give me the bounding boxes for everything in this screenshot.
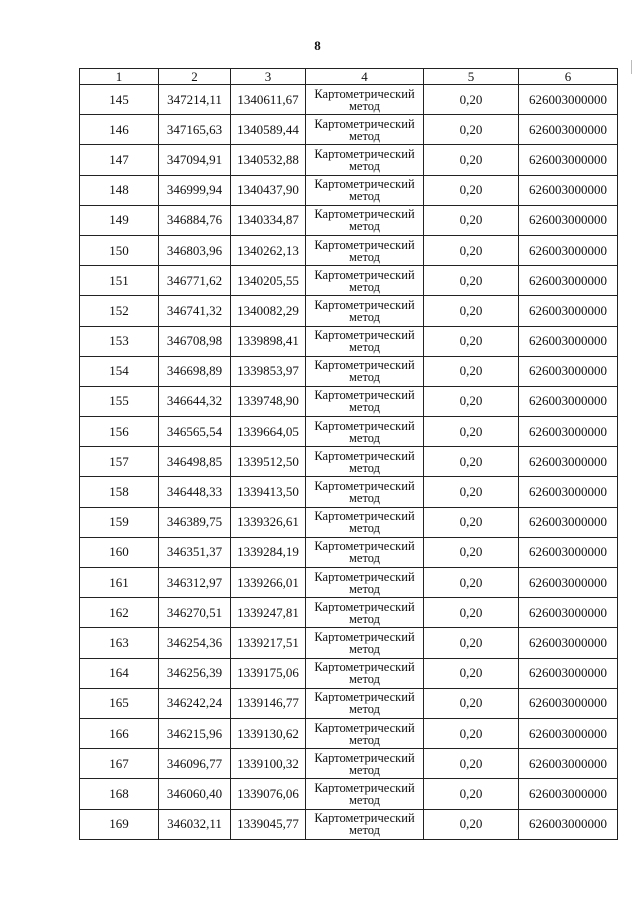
method-cell: [306, 779, 424, 809]
y-coordinate-cell: 1339100,32: [231, 749, 306, 779]
x-coordinate-cell: 346884,76: [159, 205, 231, 235]
method-line-2: метод: [348, 189, 380, 204]
x-coordinate-cell: 346270,51: [159, 598, 231, 628]
precision-cell: 0,20: [424, 537, 519, 567]
method-line-2: метод: [348, 521, 380, 536]
precision-cell: 0,20: [424, 749, 519, 779]
point-number-cell: 161: [80, 568, 159, 598]
point-number-cell: 151: [80, 266, 159, 296]
code-cell: 626003000000: [519, 235, 618, 265]
code-cell: 626003000000: [519, 779, 618, 809]
method-cell: [306, 598, 424, 628]
x-coordinate-cell: 346215,96: [159, 718, 231, 748]
point-number-cell: 163: [80, 628, 159, 658]
method-cell: [306, 356, 424, 386]
table-row: [80, 598, 618, 628]
x-coordinate-cell: 346351,37: [159, 537, 231, 567]
method-cell: [306, 175, 424, 205]
y-coordinate-cell: 1340611,67: [231, 85, 306, 115]
method-cell: [306, 235, 424, 265]
code-cell: 626003000000: [519, 205, 618, 235]
precision-cell: 0,20: [424, 477, 519, 507]
x-coordinate-cell: 346698,89: [159, 356, 231, 386]
method-line-2: метод: [348, 430, 380, 445]
method-cell: [306, 417, 424, 447]
method-cell: [306, 568, 424, 598]
point-number-cell: 148: [80, 175, 159, 205]
method-line-2: метод: [348, 732, 380, 747]
method-line-1: Картометрический: [314, 690, 415, 705]
y-coordinate-cell: 1339076,06: [231, 779, 306, 809]
method-cell: [306, 477, 424, 507]
method-line-2: метод: [348, 641, 380, 656]
point-number-cell: 150: [80, 235, 159, 265]
method-line-1: Картометрический: [314, 267, 415, 282]
y-coordinate-cell: 1339045,77: [231, 809, 306, 839]
x-coordinate-cell: 346771,62: [159, 266, 231, 296]
x-coordinate-cell: 346060,40: [159, 779, 231, 809]
method-line-1: Картометрический: [314, 86, 415, 101]
method-cell: [306, 628, 424, 658]
method-cell: [306, 537, 424, 567]
table-row: [80, 356, 618, 386]
precision-cell: 0,20: [424, 296, 519, 326]
y-coordinate-cell: 1339748,90: [231, 386, 306, 416]
code-cell: 626003000000: [519, 537, 618, 567]
method-line-1: Картометрический: [314, 116, 415, 131]
method-cell: [306, 205, 424, 235]
precision-cell: 0,20: [424, 326, 519, 356]
method-line-1: Картометрический: [314, 629, 415, 644]
code-cell: 626003000000: [519, 85, 618, 115]
precision-cell: 0,20: [424, 779, 519, 809]
method-line-1: Картометрический: [314, 237, 415, 252]
method-cell: [306, 749, 424, 779]
column-header: 5: [424, 69, 519, 85]
y-coordinate-cell: 1340437,90: [231, 175, 306, 205]
precision-cell: 0,20: [424, 658, 519, 688]
method-cell: [306, 658, 424, 688]
y-coordinate-cell: 1339217,51: [231, 628, 306, 658]
code-cell: 626003000000: [519, 326, 618, 356]
y-coordinate-cell: 1339130,62: [231, 718, 306, 748]
method-line-2: метод: [348, 611, 380, 626]
method-line-2: метод: [348, 219, 380, 234]
page-number: 8: [314, 38, 321, 53]
method-line-2: метод: [348, 309, 380, 324]
x-coordinate-cell: 346741,32: [159, 296, 231, 326]
method-line-2: метод: [348, 158, 380, 173]
point-number-cell: 155: [80, 386, 159, 416]
code-cell: 626003000000: [519, 507, 618, 537]
point-number-cell: 153: [80, 326, 159, 356]
method-cell: [306, 718, 424, 748]
method-cell: [306, 809, 424, 839]
x-coordinate-cell: 346708,98: [159, 326, 231, 356]
code-cell: 626003000000: [519, 688, 618, 718]
precision-cell: 0,20: [424, 598, 519, 628]
y-coordinate-cell: 1339266,01: [231, 568, 306, 598]
method-cell: [306, 145, 424, 175]
table-row: [80, 477, 618, 507]
code-cell: 626003000000: [519, 658, 618, 688]
code-cell: 626003000000: [519, 296, 618, 326]
code-cell: 626003000000: [519, 809, 618, 839]
table-row: [80, 507, 618, 537]
method-line-1: Картометрический: [314, 569, 415, 584]
table-row: [80, 296, 618, 326]
y-coordinate-cell: 1339175,06: [231, 658, 306, 688]
table-row: [80, 417, 618, 447]
method-line-1: Картометрический: [314, 358, 415, 373]
method-line-2: метод: [348, 823, 380, 838]
method-line-2: метод: [348, 128, 380, 143]
precision-cell: 0,20: [424, 688, 519, 718]
column-header: 6: [519, 69, 618, 85]
precision-cell: 0,20: [424, 356, 519, 386]
x-coordinate-cell: 347094,91: [159, 145, 231, 175]
code-cell: 626003000000: [519, 568, 618, 598]
y-coordinate-cell: 1339512,50: [231, 447, 306, 477]
code-cell: 626003000000: [519, 356, 618, 386]
code-cell: 626003000000: [519, 115, 618, 145]
point-number-cell: 160: [80, 537, 159, 567]
x-coordinate-cell: 347165,63: [159, 115, 231, 145]
method-line-1: Картометрический: [314, 297, 415, 312]
x-coordinate-cell: 346312,97: [159, 568, 231, 598]
table-row: [80, 749, 618, 779]
point-number-cell: 158: [80, 477, 159, 507]
method-cell: [306, 688, 424, 718]
method-line-1: Картометрический: [314, 811, 415, 826]
table-row: [80, 145, 618, 175]
scan-edge-mark: [631, 60, 632, 74]
table-row: [80, 809, 618, 839]
column-header: 4: [306, 69, 424, 85]
code-cell: 626003000000: [519, 145, 618, 175]
method-cell: [306, 296, 424, 326]
y-coordinate-cell: 1340532,88: [231, 145, 306, 175]
point-number-cell: 159: [80, 507, 159, 537]
y-coordinate-cell: 1339146,77: [231, 688, 306, 718]
method-cell: [306, 85, 424, 115]
column-header: 2: [159, 69, 231, 85]
point-number-cell: 156: [80, 417, 159, 447]
table-row: [80, 386, 618, 416]
column-header: 3: [231, 69, 306, 85]
precision-cell: 0,20: [424, 266, 519, 296]
column-header: 1: [80, 69, 159, 85]
x-coordinate-cell: 347214,11: [159, 85, 231, 115]
method-line-1: Картометрический: [314, 599, 415, 614]
method-line-1: Картометрический: [314, 177, 415, 192]
y-coordinate-cell: 1340262,13: [231, 235, 306, 265]
method-line-1: Картометрический: [314, 750, 415, 765]
point-number-cell: 167: [80, 749, 159, 779]
method-line-2: метод: [348, 279, 380, 294]
code-cell: 626003000000: [519, 447, 618, 477]
method-line-2: метод: [348, 762, 380, 777]
precision-cell: 0,20: [424, 205, 519, 235]
precision-cell: 0,20: [424, 85, 519, 115]
table-row: [80, 718, 618, 748]
table-row: [80, 688, 618, 718]
method-cell: [306, 386, 424, 416]
method-line-1: Картометрический: [314, 720, 415, 735]
point-number-cell: 164: [80, 658, 159, 688]
method-cell: [306, 266, 424, 296]
precision-cell: 0,20: [424, 115, 519, 145]
code-cell: 626003000000: [519, 386, 618, 416]
code-cell: 626003000000: [519, 628, 618, 658]
point-number-cell: 157: [80, 447, 159, 477]
method-line-1: Картометрический: [314, 448, 415, 463]
point-number-cell: 152: [80, 296, 159, 326]
code-cell: 626003000000: [519, 718, 618, 748]
x-coordinate-cell: 346803,96: [159, 235, 231, 265]
y-coordinate-cell: 1339326,61: [231, 507, 306, 537]
y-coordinate-cell: 1339284,19: [231, 537, 306, 567]
point-number-cell: 165: [80, 688, 159, 718]
method-line-1: Картометрический: [314, 388, 415, 403]
y-coordinate-cell: 1340205,55: [231, 266, 306, 296]
point-number-cell: 145: [80, 85, 159, 115]
point-number-cell: 169: [80, 809, 159, 839]
method-cell: [306, 507, 424, 537]
method-line-1: Картометрический: [314, 207, 415, 222]
method-line-2: метод: [348, 98, 380, 113]
method-line-1: Картометрический: [314, 418, 415, 433]
method-line-1: Картометрический: [314, 146, 415, 161]
y-coordinate-cell: 1339413,50: [231, 477, 306, 507]
table-row: [80, 175, 618, 205]
table-row: [80, 115, 618, 145]
point-number-cell: 147: [80, 145, 159, 175]
code-cell: 626003000000: [519, 598, 618, 628]
x-coordinate-cell: 346096,77: [159, 749, 231, 779]
method-cell: [306, 326, 424, 356]
precision-cell: 0,20: [424, 145, 519, 175]
precision-cell: 0,20: [424, 417, 519, 447]
code-cell: 626003000000: [519, 266, 618, 296]
method-line-2: метод: [348, 581, 380, 596]
method-line-1: Картометрический: [314, 780, 415, 795]
precision-cell: 0,20: [424, 507, 519, 537]
precision-cell: 0,20: [424, 235, 519, 265]
y-coordinate-cell: 1339247,81: [231, 598, 306, 628]
point-number-cell: 149: [80, 205, 159, 235]
method-line-1: Картометрический: [314, 509, 415, 524]
y-coordinate-cell: 1340082,29: [231, 296, 306, 326]
table-row: [80, 779, 618, 809]
y-coordinate-cell: 1340589,44: [231, 115, 306, 145]
y-coordinate-cell: 1339853,97: [231, 356, 306, 386]
x-coordinate-cell: 346389,75: [159, 507, 231, 537]
point-number-cell: 146: [80, 115, 159, 145]
point-number-cell: 166: [80, 718, 159, 748]
y-coordinate-cell: 1340334,87: [231, 205, 306, 235]
x-coordinate-cell: 346498,85: [159, 447, 231, 477]
code-cell: 626003000000: [519, 477, 618, 507]
method-line-2: метод: [348, 792, 380, 807]
table-row: [80, 205, 618, 235]
y-coordinate-cell: 1339898,41: [231, 326, 306, 356]
table-row: [80, 235, 618, 265]
precision-cell: 0,20: [424, 568, 519, 598]
table-body: [80, 85, 618, 840]
table-row: [80, 537, 618, 567]
method-line-1: Картометрический: [314, 479, 415, 494]
x-coordinate-cell: 346256,39: [159, 658, 231, 688]
method-line-2: метод: [348, 551, 380, 566]
precision-cell: 0,20: [424, 386, 519, 416]
x-coordinate-cell: 346999,94: [159, 175, 231, 205]
table-row: [80, 628, 618, 658]
table-row: [80, 447, 618, 477]
method-line-2: метод: [348, 491, 380, 506]
precision-cell: 0,20: [424, 718, 519, 748]
table-row: [80, 85, 618, 115]
method-line-1: Картометрический: [314, 660, 415, 675]
coordinates-table: [79, 68, 618, 840]
x-coordinate-cell: 346565,54: [159, 417, 231, 447]
method-line-2: метод: [348, 672, 380, 687]
table-row: [80, 266, 618, 296]
point-number-cell: 154: [80, 356, 159, 386]
x-coordinate-cell: 346254,36: [159, 628, 231, 658]
point-number-cell: 168: [80, 779, 159, 809]
table-row: [80, 568, 618, 598]
x-coordinate-cell: 346032,11: [159, 809, 231, 839]
code-cell: 626003000000: [519, 749, 618, 779]
x-coordinate-cell: 346448,33: [159, 477, 231, 507]
code-cell: 626003000000: [519, 417, 618, 447]
table-row: [80, 658, 618, 688]
precision-cell: 0,20: [424, 628, 519, 658]
method-line-2: метод: [348, 702, 380, 717]
method-cell: [306, 447, 424, 477]
method-cell: [306, 115, 424, 145]
method-line-2: метод: [348, 460, 380, 475]
precision-cell: 0,20: [424, 809, 519, 839]
x-coordinate-cell: 346644,32: [159, 386, 231, 416]
precision-cell: 0,20: [424, 175, 519, 205]
table-header-row: [80, 69, 618, 85]
method-line-2: метод: [348, 400, 380, 415]
y-coordinate-cell: 1339664,05: [231, 417, 306, 447]
table-row: [80, 326, 618, 356]
point-number-cell: 162: [80, 598, 159, 628]
method-line-1: Картометрический: [314, 328, 415, 343]
method-line-2: метод: [348, 340, 380, 355]
method-line-2: метод: [348, 370, 380, 385]
code-cell: 626003000000: [519, 175, 618, 205]
x-coordinate-cell: 346242,24: [159, 688, 231, 718]
precision-cell: 0,20: [424, 447, 519, 477]
method-line-1: Картометрический: [314, 539, 415, 554]
method-line-2: метод: [348, 249, 380, 264]
